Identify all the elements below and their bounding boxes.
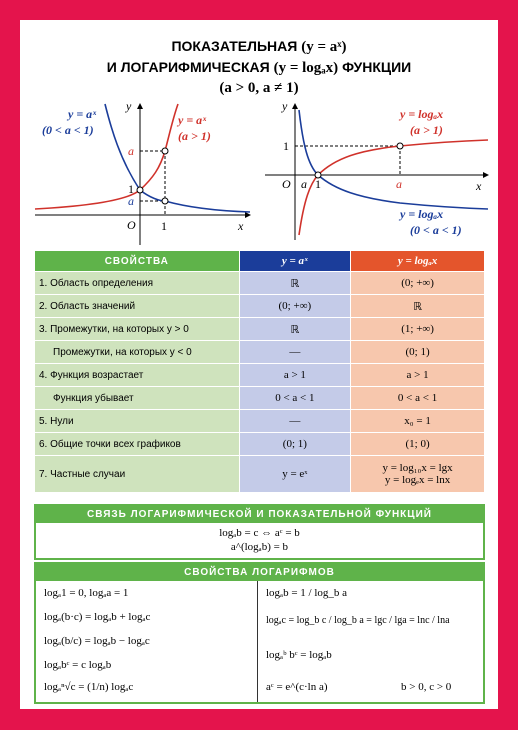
table-header [35,251,485,272]
label-decreasing-cond: (0 < a < 1) [410,223,462,237]
tick-1-x: 1 [161,219,167,233]
point-1-a2 [162,198,168,204]
log-formula: logₐbᶜ = c logₐb [44,659,112,671]
log-formula: logₐc = log_b c / log_b a = lgc / lga = lnc / lna [266,615,450,626]
point-1-a [162,148,168,154]
log-formula: logₐ(b·c) = logₐb + logₐc [44,611,151,623]
table-row [35,295,485,318]
cell-log: a > 1 [351,364,485,387]
table-row [35,341,485,364]
cell-exp: (0; +∞) [239,295,351,318]
link-formula-2: a^(logₐb) = b [230,541,289,553]
axis-x-label: x [238,219,244,233]
link-section [34,504,485,560]
properties-table [34,250,485,493]
log-properties-section [34,562,485,704]
exponential-graph [20,20,260,250]
title-line1: ПОКАЗАТЕЛЬНАЯ [171,38,298,54]
cell-log: (0; 1) [351,341,485,364]
table-row [35,272,485,295]
label-increasing-cond: (a > 1) [410,123,443,137]
link-formula-1: logₐb = c ⇔ aᶜ = b [219,527,300,539]
link-header: СВЯЗЬ ЛОГАРИФМИЧЕСКОЙ И ПОКАЗАТЕЛЬНОЙ ФУНКЦИЙ [36,506,483,523]
label-increasing-cond: (a > 1) [178,129,211,143]
tick-1-y: 1 [128,182,134,196]
title-line2-math: (y = logₐx) [273,60,339,76]
tick-a-x: a [396,177,402,191]
cell-log: ℝ [351,295,485,318]
log-formula: logₐⁿ√c = (1/n) logₐc [44,681,134,693]
row-label: 1. Область определения [35,272,240,295]
row-label: 2. Область значений [35,295,240,318]
table-row [35,433,485,456]
header-properties: СВОЙСТВА [35,251,240,272]
origin-label: O [127,218,136,232]
axis-y-label: y [282,99,288,113]
label-decreasing: y = logₐx [400,207,444,221]
label-increasing: y = aˣ [178,113,207,127]
increasing-curve [35,104,178,209]
tick-a: a [128,144,134,158]
row-label: Промежутки, на которых y < 0 [35,341,240,364]
cell-log: (1; 0) [351,433,485,456]
header-exponential: y = aˣ [239,251,351,272]
cell-log: (0; +∞) [351,272,485,295]
label-decreasing: y = aˣ [68,107,97,121]
label-increasing: y = logₐx [400,107,444,121]
point-0-1 [137,187,143,193]
table-row [35,364,485,387]
title-line2: И ЛОГАРИФМИЧЕСКАЯ [106,59,270,75]
log-formula: b > 0, c > 0 [401,681,452,693]
log-formula: logₐ(b/c) = logₐb − logₐc [44,635,150,647]
axis-x-label: x [476,179,482,193]
tick-1-x: 1 [315,177,321,191]
cell-exp: ℝ [239,272,351,295]
log-formula: logₐb = 1 / log_b a [266,587,348,599]
cell-exp: — [239,410,351,433]
cell-log [351,456,485,493]
poster-sheet [20,20,498,709]
table-row [35,410,485,433]
row-label: Функция убывает [35,387,240,410]
log-properties-header: СВОЙСТВА ЛОГАРИФМОВ [36,564,483,581]
divider [257,581,258,702]
cell-exp: — [239,341,351,364]
tick-a-small: a [301,177,307,191]
row-label: 6. Общие точки всех графиков [35,433,240,456]
row-label: 4. Функция возрастает [35,364,240,387]
table-row [35,456,485,493]
cell-exp: a > 1 [239,364,351,387]
increasing-curve [299,140,488,235]
cell-exp: ℝ [239,318,351,341]
table-row [35,387,485,410]
log-formula: logₐᵇ bᶜ = logₐb [266,649,332,661]
cell-log: (1; +∞) [351,318,485,341]
row-label: 7. Частные случаи [35,456,240,493]
tick-1-y: 1 [283,139,289,153]
row-label: 3. Промежутки, на которых y > 0 [35,318,240,341]
header-logarithmic: y = logₐx [351,251,485,272]
logarithmic-graph [260,20,498,250]
origin-label: O [282,177,291,191]
decreasing-curve [299,110,488,209]
cell-exp: y = eˣ [239,456,351,493]
point-a-1 [397,143,403,149]
special-case-lg: y = log₁₀x = lgx [382,462,453,474]
axis-y-label: y [126,99,132,113]
table-row [35,318,485,341]
cell-exp: (0; 1) [239,433,351,456]
cell-log: x₀ = 1 [351,410,485,433]
cell-exp: 0 < a < 1 [239,387,351,410]
cell-log: 0 < a < 1 [351,387,485,410]
tick-a2: a [128,194,134,208]
log-formula: aᶜ = e^(c·ln a) [266,681,328,693]
title-line1-math: (y = aˣ) [301,39,347,55]
title-line2-end: ФУНКЦИИ [342,59,412,75]
title-line3: (a > 0, a ≠ 1) [219,80,299,96]
log-formula: logₐ1 = 0, logₐa = 1 [44,587,129,599]
label-decreasing-cond: (0 < a < 1) [42,123,94,137]
row-label: 5. Нули [35,410,240,433]
special-case-ln: y = logₑx = lnx [384,474,451,486]
